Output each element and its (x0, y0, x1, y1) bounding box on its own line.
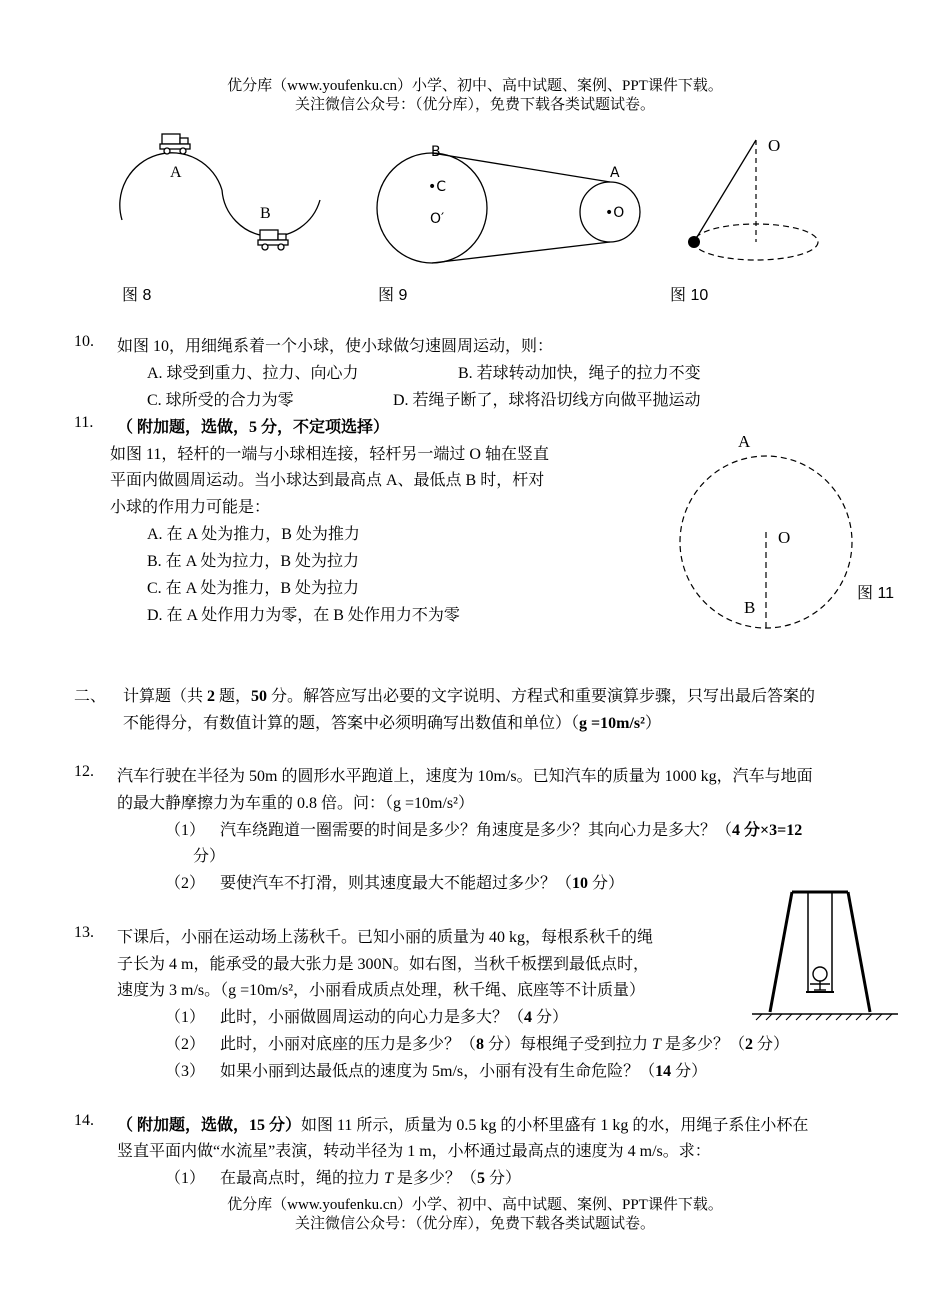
q13-part-3-text: 如果小丽到达最低点的速度为 5m/s，小丽有没有生命危险？（14 分） (220, 1063, 708, 1080)
footer-line-2: 关注微信公众号：（优分库），免费下载各类试题试卷。 (294, 1216, 655, 1232)
ground-hatching (756, 1014, 892, 1020)
q12-part-1-cont: 分） (193, 848, 226, 865)
q12-part-2-text: 要使汽车不打滑，则其速度最大不能超过多少？（10 分） (220, 875, 625, 892)
q10-option-d: D. 若绳子断了，球将沿切线方向做平抛运动 (393, 392, 701, 409)
q14-part-1-number: （1） (165, 1170, 206, 1187)
q13-stem-1: 下课后，小丽在运动场上荡秋千。已知小丽的质量为 40 kg，每根系秋千的绳 (117, 929, 654, 946)
q12-part-2-number: （2） (165, 875, 206, 892)
q12-number: 12. (74, 763, 94, 780)
q11-stem-3: 小球的作用力可能是： (110, 499, 271, 516)
q13-stem-3: 速度为 3 m/s。（g =10m/s²，小丽看成质点处理，秋千绳、底座等不计质量） (117, 982, 646, 999)
q10-option-c: C. 球所受的合力为零 (147, 392, 294, 409)
q14-stem-1: （ 附加题，选做，15 分）如图 11 所示，质量为 0.5 kg 的小杯里盛有 1 kg 的水，用绳子系住小杯在 (117, 1117, 809, 1134)
fig10-label-o: O (768, 136, 781, 155)
q10-number: 10. (74, 333, 94, 350)
figure-8-track (110, 122, 330, 262)
q11-option-b: B. 在 A 处为拉力，B 处为拉力 (147, 553, 360, 570)
fig8-caption: 图 8 (122, 287, 152, 304)
belt-bottom (432, 242, 610, 263)
q14-number: 14. (74, 1112, 94, 1129)
truck-icon-top (160, 134, 190, 154)
section2-line-2: 不能得分，有数值计算的题，答案中必须明确写出数值和单位）（g =10m/s²） (123, 715, 661, 732)
section2-number: 二、 (74, 688, 107, 705)
q13-number: 13. (74, 924, 94, 941)
q11-stem-1: 如图 11，轻杆的一端与小球相连接，轻杆另一端过 O 轴在竖直 (110, 446, 549, 463)
truck-icon-bottom (258, 230, 288, 250)
q11-option-d: D. 在 A 处作用力为零，在 B 处作用力不为零 (147, 607, 460, 624)
ball (688, 236, 700, 248)
figure-11-vertical-circle (676, 452, 856, 632)
header-line-1: 优分库（www.youfenku.cn）小学、初中、高中试题、案例、PPT课件下载。 (227, 78, 723, 94)
track-hump (120, 153, 222, 220)
q11-option-a: A. 在 A 处为推力，B 处为推力 (147, 526, 360, 543)
fig11-label-b: B (744, 598, 756, 617)
fig11-caption: 图 11 (857, 585, 895, 602)
swing-right-leg (848, 892, 870, 1012)
q13-part-3-number: （3） (165, 1063, 206, 1080)
q11-number: 11. (74, 414, 94, 431)
fig11-label-a: A (738, 432, 751, 451)
fig9-caption: 图 9 (378, 287, 408, 304)
fig8-label-b: B (260, 205, 271, 222)
q11-option-c: C. 在 A 处为推力，B 处为拉力 (147, 580, 360, 597)
fig10-caption: 图 10 (670, 287, 709, 304)
q13-part-2-number: （2） (165, 1036, 206, 1053)
fig9-label-c: •C (428, 179, 447, 195)
q14-part-1-text: 在最高点时，绳的拉力 T 是多少？（5 分） (220, 1170, 521, 1187)
q12-part-1-number: （1） (165, 822, 206, 839)
figure-10-conical-pendulum (680, 132, 830, 262)
q12-stem-1: 汽车行驶在半径为 50m 的圆形水平跑道上，速度为 10m/s。已知汽车的质量为 1000 kg，汽车与地面 (117, 768, 813, 785)
q10-option-b: B. 若球转动加快，绳子的拉力不变 (458, 365, 701, 382)
fig11-label-o: O (778, 528, 791, 547)
fig9-label-o: •O (605, 205, 625, 221)
section2-line-1: 计算题（共 2 题，50 分。解答应写出必要的文字说明、方程式和重要演算步骤，只写出最后答案的 (123, 688, 816, 705)
q14-stem-2: 竖直平面内做“水流星”表演，转动半径为 1 m，小杯通过最高点的速度为 4 m/s。求： (117, 1143, 711, 1160)
q10-stem: 如图 10，用细绳系着一个小球，使小球做匀速圆周运动，则： (117, 338, 554, 355)
q13-part-2-text: 此时，小丽对底座的压力是多少？（8 分）每根绳子受到拉力 T 是多少？（2 分） (220, 1036, 789, 1053)
figure-swing (752, 886, 898, 1022)
q11-stem-2: 平面内做圆周运动。当小球达到最高点 A、最低点 B 时，杆对 (110, 472, 545, 489)
belt-top (432, 153, 610, 182)
q13-part-1-text: 此时，小丽做圆周运动的向心力是多大？（4 分） (220, 1009, 569, 1026)
fig9-label-b: B (431, 144, 441, 160)
q13-part-1-number: （1） (165, 1009, 206, 1026)
q12-stem-2: 的最大静摩擦力为车重的 0.8 倍。问：（g =10m/s²） (117, 795, 474, 812)
swing-left-leg (770, 892, 792, 1012)
q10-option-a: A. 球受到重力、拉力、向心力 (147, 365, 359, 382)
large-wheel (377, 153, 487, 263)
header-line-2: 关注微信公众号：（优分库），免费下载各类试题试卷。 (294, 97, 655, 113)
fig8-label-a: A (170, 164, 182, 181)
person-icon (810, 967, 830, 990)
q13-stem-2: 子长为 4 m，能承受的最大张力是 300N。如右图，当秋千板摆到最低点时， (117, 956, 650, 973)
footer-line-1: 优分库（www.youfenku.cn）小学、初中、高中试题、案例、PPT课件下载。 (227, 1197, 723, 1213)
fig9-label-a: A (610, 165, 620, 181)
q11-title: （ 附加题，选做，5 分，不定项选择） (117, 419, 390, 436)
q12-part-1-text: 汽车绕跑道一圈需要的时间是多少？角速度是多少？其向心力是多大？（4 分×3=12 (220, 822, 803, 839)
fig9-label-o-prime: O′ (430, 211, 445, 227)
